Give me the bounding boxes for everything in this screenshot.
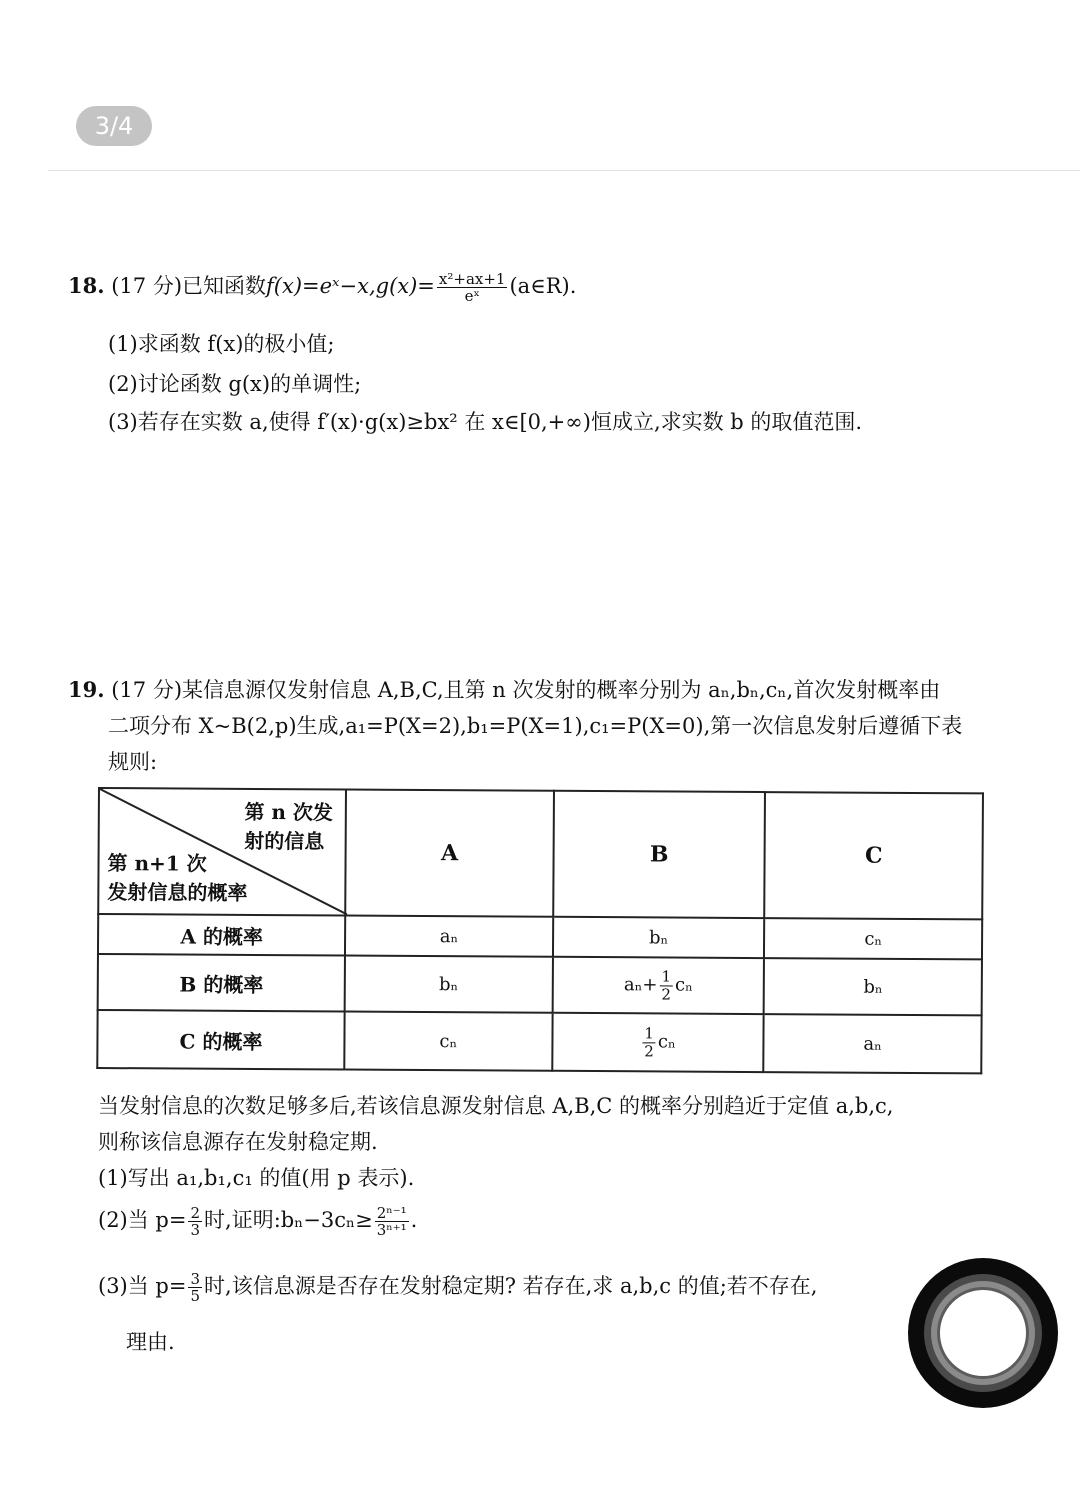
q19-part2-end: . — [410, 1208, 418, 1232]
q18-number: 18. — [68, 273, 105, 298]
q19-number: 19. — [68, 677, 105, 702]
q19-part2-r-num: 2ⁿ⁻¹ — [376, 1203, 407, 1222]
table-cell-formula — [552, 957, 764, 1014]
diag-top-line1: 第 n 次发 — [244, 799, 334, 825]
table-header-row — [98, 788, 983, 919]
table-cell: cₙ — [764, 918, 982, 959]
q19-stem-line-1 — [68, 674, 940, 704]
diag-bottom-line1: 第 n+1 次 — [107, 851, 207, 876]
q18-part-2: (2)讨论函数 g(x)的单调性; — [108, 372, 362, 396]
table-row — [97, 1010, 981, 1073]
table-cell: cₙ — [344, 1012, 552, 1071]
q18-frac-num: x²+ax+1 — [438, 269, 506, 288]
floating-button-core — [937, 1287, 1029, 1379]
q19-part2-r-den: 3ⁿ⁺¹ — [376, 1221, 407, 1239]
q19-after-line-2: 则称该信息源存在发射稳定期. — [98, 1130, 378, 1154]
table-cell: bₙ — [764, 958, 982, 1015]
diag-bottom-line2: 发射信息的概率 — [107, 880, 248, 905]
q18-part-3: (3)若存在实数 a,使得 f′(x)·g(x)≥bx² 在 x∈[0,+∞)恒成立,求实数 b 的取值范围. — [108, 410, 863, 434]
cn-term: cₙ — [674, 974, 693, 996]
q18-frac-den: eˣ — [464, 287, 480, 305]
floating-assistive-button[interactable] — [908, 1258, 1058, 1408]
q18-f-def: f(x)=eˣ−x,g(x)= — [266, 274, 435, 298]
q19-stem-text-1: (17 分)某信息源仅发射信息 A,B,C,且第 n 次发射的概率分别为 aₙ,bₙ,cₙ,首次发射概率由 — [111, 678, 941, 702]
q19-part3-pre: (3)当 p= — [98, 1274, 187, 1298]
floating-button-inner-ring — [931, 1281, 1035, 1385]
q19-part2-mid: 时,证明:bₙ−3cₙ≥ — [204, 1208, 373, 1232]
q19-part3-end: 理由. — [126, 1330, 175, 1354]
an-plus: aₙ+ — [623, 974, 658, 996]
table-row — [98, 914, 982, 959]
half-num: 1 — [642, 1025, 656, 1043]
half-den: 2 — [644, 1041, 654, 1060]
q19-part3-p-frac — [188, 1271, 202, 1305]
page-indicator-label: 3/4 — [94, 112, 134, 140]
table-cell: aₙ — [345, 916, 553, 957]
transition-table — [96, 787, 984, 1074]
q19-stem-line-2: 二项分布 X~B(2,p)生成,a₁=P(X=2),b₁=P(X=1),c₁=P(X=0),第一次信息发射后遵循下表 — [108, 714, 963, 738]
column-header-c: C — [765, 792, 983, 919]
top-divider — [48, 170, 1080, 171]
table-cell-formula — [552, 1013, 764, 1072]
floating-button-ring — [924, 1274, 1042, 1392]
q19-part-3 — [98, 1270, 817, 1305]
table-row — [98, 954, 982, 1015]
q19-part2-p-den: 3 — [190, 1221, 201, 1239]
q19-stem-line-3: 规则: — [108, 750, 158, 774]
column-header-a: A — [345, 790, 553, 917]
q19-part2-p-num: 2 — [190, 1203, 201, 1222]
diag-bottom-label — [107, 849, 247, 908]
row-label-a: A 的概率 — [98, 914, 345, 956]
table-cell: bₙ — [345, 956, 553, 1013]
q18-intro: (17 分)已知函数 — [111, 274, 267, 298]
q18-domain: (a∈R). — [509, 274, 577, 298]
half-fraction — [659, 968, 673, 1002]
q19-part-1: (1)写出 a₁,b₁,c₁ 的值(用 p 表示). — [98, 1166, 415, 1190]
half-fraction — [642, 1025, 656, 1059]
table-cell: aₙ — [764, 1014, 982, 1073]
q19-part2-r-frac — [375, 1205, 409, 1239]
row-label-c: C 的概率 — [97, 1010, 344, 1070]
diag-top-label — [244, 798, 333, 857]
q19-part2-pre: (2)当 p= — [98, 1208, 187, 1232]
page-indicator — [76, 106, 152, 146]
q19-part3-p-den: 5 — [190, 1287, 201, 1305]
diag-top-line2: 射的信息 — [244, 828, 325, 854]
half-den: 2 — [661, 984, 672, 1004]
q19-part3-p-num: 3 — [190, 1269, 201, 1288]
q19-part3-mid: 时,该信息源是否存在发射稳定期? 若存在,求 a,b,c 的值;若不存在, — [204, 1274, 818, 1298]
row-label-b: B 的概率 — [98, 954, 345, 1012]
q19-part2-p-frac — [188, 1205, 202, 1239]
half-num: 1 — [659, 968, 673, 986]
diagonal-header-cell — [98, 788, 346, 916]
table-cell: bₙ — [553, 917, 765, 958]
q18-stem — [68, 270, 576, 305]
q18-part-1: (1)求函数 f(x)的极小值; — [108, 332, 335, 356]
q19-part-2 — [98, 1204, 417, 1239]
q18-fraction — [437, 271, 508, 305]
q19-after-line-1: 当发射信息的次数足够多后,若该信息源发射信息 A,B,C 的概率分别趋近于定值 a,b,c, — [98, 1094, 894, 1118]
column-header-b: B — [553, 791, 766, 918]
cn-term: cₙ — [657, 1031, 676, 1053]
